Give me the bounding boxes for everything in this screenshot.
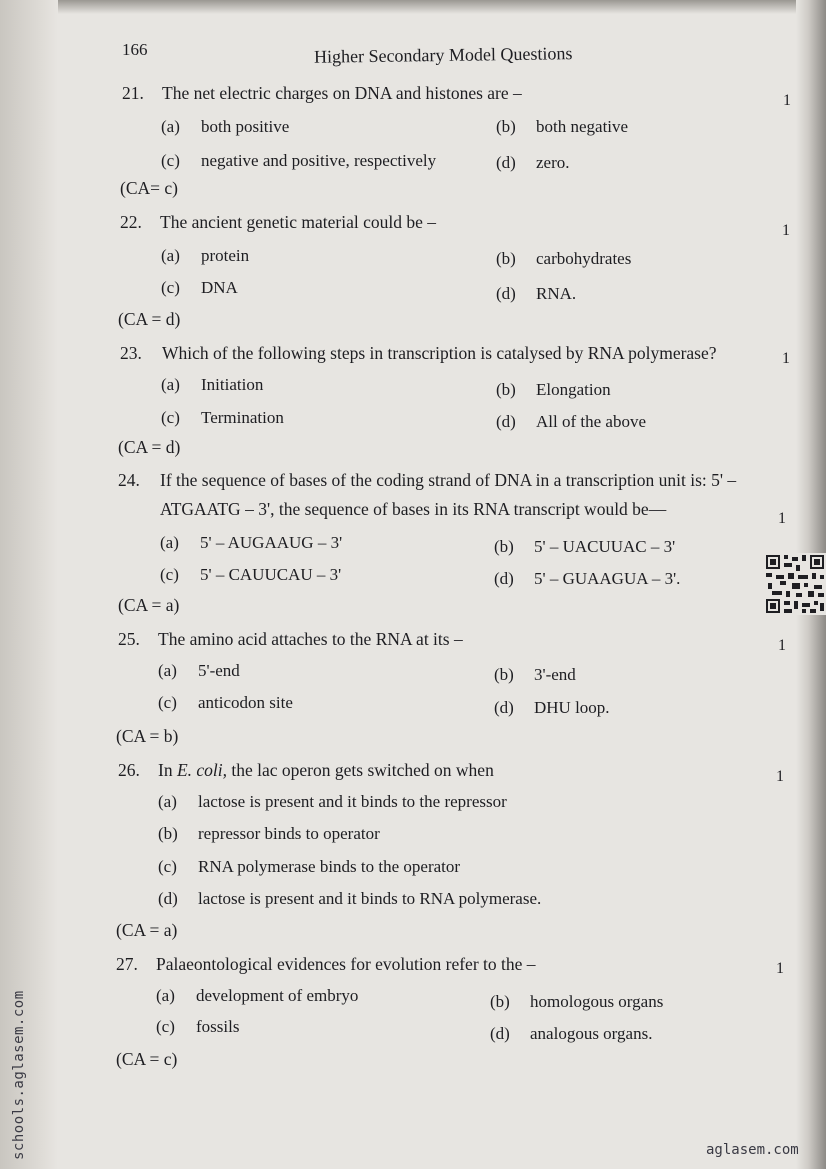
option-a: (a) Initiation [161,375,264,394]
question-text: 27. Palaeontological evidences for evolution refer to the – [116,954,536,974]
option-a: (a) development of embryo [156,986,359,1005]
option-b: (b) both negative [496,117,629,136]
option-c: (c) fossils [156,1017,240,1036]
marks: 1 [778,637,786,654]
option-b: (b) carbohydrates [496,249,632,268]
marks: 1 [782,222,790,239]
correct-answer: (CA = d) [118,437,181,457]
page-edge-top [0,0,826,14]
option-b: (b) repressor binds to operator [158,824,380,843]
marks: 1 [783,92,791,109]
option-b: (b) homologous organs [490,992,664,1011]
option-c: (c) Termination [161,408,284,427]
option-d: (d) analogous organs. [490,1024,653,1043]
question-text: 24. If the sequence of bases of the coding strand of DNA in a transcription unit is: 5' – [118,470,737,490]
option-a: (a) 5'-end [158,661,240,680]
marks: 1 [778,510,786,527]
question-text: 26. In E. coli, the lac operon gets switched on when [118,760,494,780]
side-watermark: schools.aglasem.com [11,990,27,1160]
question-text-line2: ATGAATG – 3', the sequence of bases in its RNA transcript would be— [160,499,667,519]
option-b: (b) 5' – UACUUAC – 3' [494,537,676,556]
option-d: (d) DHU loop. [494,698,610,717]
option-a: (a) 5' – AUGAAUG – 3' [160,533,343,552]
qr-code-image [764,553,826,615]
marks: 1 [782,350,790,367]
question-text: 22. The ancient genetic material could be – [120,212,436,232]
bottom-watermark: aglasem.com [706,1142,799,1158]
correct-answer: (CA = a) [118,595,180,615]
option-c: (c) anticodon site [158,693,293,712]
option-d: (d) zero. [496,153,570,172]
option-b: (b) Elongation [496,380,611,399]
page-gutter [0,0,58,1169]
correct-answer: (CA = c) [116,1049,178,1069]
option-c: (c) negative and positive, respectively [161,151,437,170]
option-d: (d) 5' – GUAAGUA – 3'. [494,569,681,588]
running-title: Higher Secondary Model Questions [313,43,573,67]
marks: 1 [776,768,784,785]
correct-answer: (CA = b) [116,726,179,746]
option-b: (b) 3'-end [494,665,576,684]
option-d: (d) RNA. [496,284,577,303]
question-text: 23. Which of the following steps in transcription is catalysed by RNA polymerase? [120,343,717,363]
correct-answer: (CA = d) [118,309,181,329]
option-a: (a) lactose is present and it binds to the repressor [158,792,507,811]
option-c: (c) DNA [161,278,238,297]
option-d: (d) All of the above [496,412,646,431]
option-d: (d) lactose is present and it binds to RNA polymerase. [158,889,542,908]
page-number: 166 [122,40,148,59]
option-c: (c) 5' – CAUUCAU – 3' [160,565,342,584]
correct-answer: (CA = a) [116,920,178,940]
option-a: (a) protein [161,246,250,265]
option-c: (c) RNA polymerase binds to the operator [158,857,461,876]
question-text: 21. The net electric charges on DNA and histones are – [122,83,522,103]
option-a: (a) both positive [161,117,290,136]
marks: 1 [776,960,784,977]
correct-answer: (CA= c) [120,178,178,198]
question-text: 25. The amino acid attaches to the RNA at its – [118,629,463,649]
